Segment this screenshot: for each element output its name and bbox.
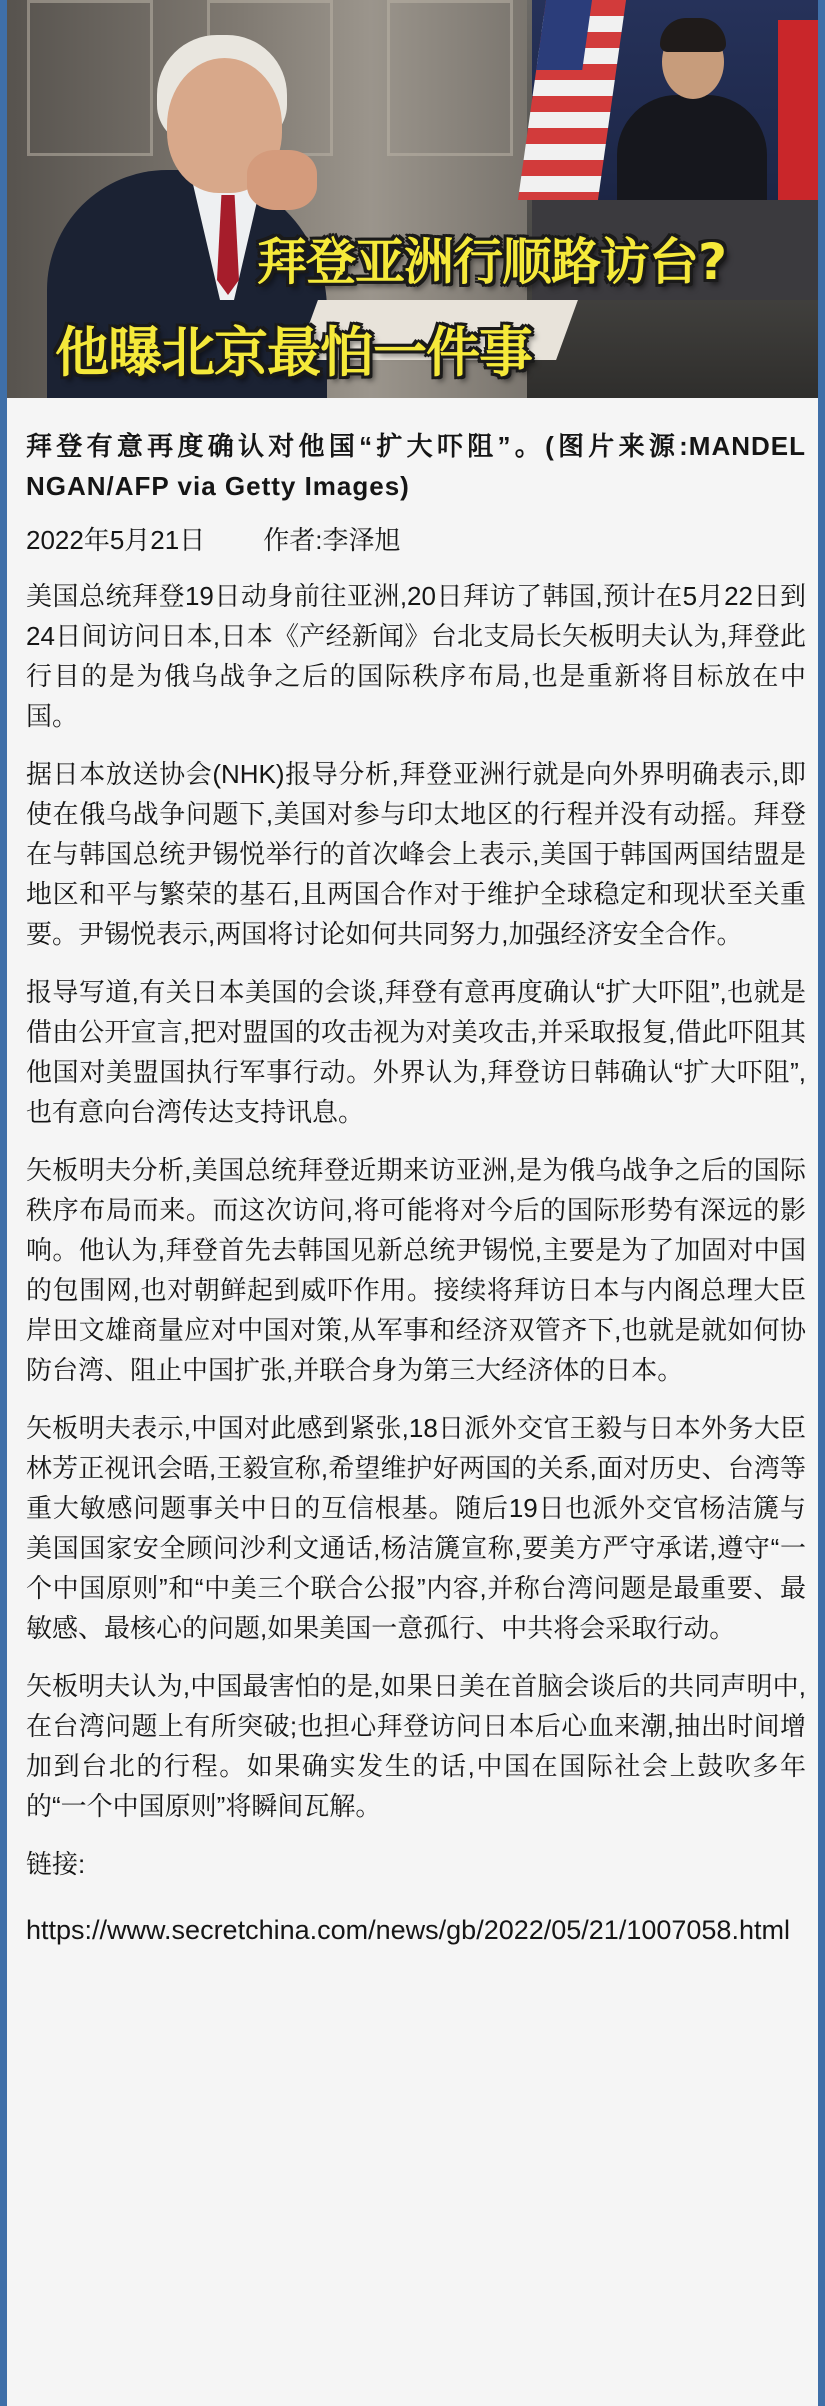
wall-panel	[387, 0, 513, 156]
article-body	[26, 426, 806, 1978]
screen-person	[617, 95, 767, 215]
cn-flag-icon	[778, 20, 818, 220]
source-link[interactable]: https://www.secretchina.com/news/gb/2022/05/21/1007058.html	[26, 1915, 790, 1945]
wall-panel	[27, 0, 153, 156]
article-paragraph: 矢板明夫表示,中国对此感到紧张,18日派外交官王毅与日本外务大臣林芳正视讯会晤,王毅宣称,希望维护好两国的关系,面对历史、台湾等重大敏感问题事关中日的互信根基。随后19日也派外交官杨洁篪与美国国家安全顾问沙利文通话,杨洁篪宣称,要美方严守承诺,遵守“一个中国原则”和“中美三个联合公报”内容,并称台湾问题是最重要、最敏感、最核心的问题,如果美国一意孤行、中共将会采取行动。	[26, 1413, 806, 1643]
article-paragraph: 矢板明夫认为,中国最害怕的是,如果日美在首脑会谈后的共同声明中,在台湾问题上有所突破;也担心拜登访问日本后心血来潮,抽出时间增加到台北的行程。如果确实发生的话,中国在国际社会上鼓吹多年的“一个中国原则”将瞬间瓦解。	[26, 1671, 806, 1821]
author-name: 李泽旭	[322, 525, 401, 555]
article-meta	[26, 520, 806, 560]
screen-person-hair	[660, 18, 726, 52]
link-label: 链接:	[26, 1849, 86, 1879]
hero-headline-line1: 拜登亚洲行顺路访台?	[257, 233, 727, 291]
article-paragraph: 报导写道,有关日本美国的会谈,拜登有意再度确认“扩大吓阻”,也就是借由公开宣言,把对盟国的攻击视为对美攻击,并采取报复,借此吓阻其他国对美盟国执行军事行动。外界认为,拜登访日韩确认“扩大吓阻”,也有意向台湾传达支持讯息。	[26, 977, 806, 1127]
article-date: 2022年5月21日	[26, 525, 206, 555]
article-paragraph: 据日本放送协会(NHK)报导分析,拜登亚洲行就是向外界明确表示,即使在俄乌战争问题下,美国对参与印太地区的行程并没有动摇。拜登在与韩国总统尹锡悦举行的首次峰会上表示,美国于韩国两国结盟是地区和平与繁荣的基石,且两国合作对于维护全球稳定和现状至关重要。尹锡悦表示,两国将讨论如何共同努力,加强经济安全合作。	[26, 759, 806, 949]
author-label: 作者:	[263, 525, 323, 555]
image-caption: 拜登有意再度确认对他国“扩大吓阻”。(图片来源:MANDEL NGAN/AFP via Getty Images)	[26, 431, 806, 501]
hero-image	[7, 0, 818, 398]
hero-headline-line2: 他曝北京最怕一件事	[55, 321, 532, 384]
article-paragraph: 美国总统拜登19日动身前往亚洲,20日拜访了韩国,预计在5月22日到24日间访问日本,日本《产经新闻》台北支局长矢板明夫认为,拜登此行目的是为俄乌战争之后的国际秩序布局,也是重新将目标放在中国。	[26, 581, 806, 731]
article-paragraph: 矢板明夫分析,美国总统拜登近期来访亚洲,是为俄乌战争之后的国际秩序布局而来。而这次访问,将可能将对今后的国际形势有深远的影响。他认为,拜登首先去韩国见新总统尹锡悦,主要是为了加固对中国的包围网,也对朝鲜起到威吓作用。接续将拜访日本与内阁总理大臣岸田文雄商量应对中国对策,从军事和经济双管齐下,也就是就如何协防台湾、阻止中国扩张,并联合身为第三大经济体的日本。	[26, 1155, 806, 1385]
person-hand	[247, 150, 317, 210]
us-flag-icon	[518, 0, 626, 200]
